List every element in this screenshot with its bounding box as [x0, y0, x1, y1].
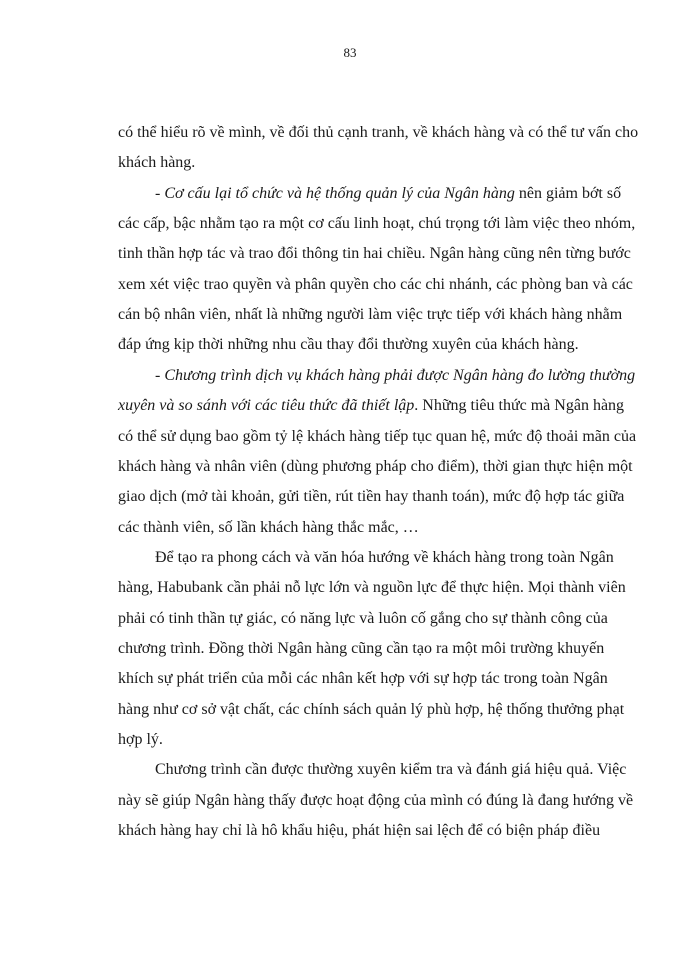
text-line: khích sự phát triển của mỗi các nhân kết hợp với sự hợp tác trong toàn Ngân — [118, 670, 608, 687]
text-run: nên giảm bớt số — [514, 185, 622, 202]
text-line: có thể hiểu rõ về mình, về đối thủ cạnh tranh, về khách hàng và có thể tư vấn cho — [118, 124, 639, 141]
text-line: tinh thần hợp tác và trao đổi thông tin hai chiều. Ngân hàng cũng nên từng bước — [118, 245, 631, 262]
text-line: phải có tinh thần tự giác, có năng lực và luôn cố gắng cho sự thành công của — [118, 610, 608, 627]
text-line: hàng, Habubank cần phải nỗ lực lớn và nguồn lực để thực hiện. Mọi thành viên — [118, 579, 626, 596]
text-line: xem xét việc trao quyền và phân quyền cho các chi nhánh, các phòng ban và các — [118, 276, 633, 293]
italic-heading: - Cơ cấu lại tổ chức và hệ thống quản lý của Ngân hàng — [155, 185, 515, 202]
text-line: giao dịch (mở tài khoản, gửi tiền, rút tiền hay thanh toán), mức độ hợp tác giữa — [118, 488, 625, 505]
text-line: - Chương trình dịch vụ khách hàng phải được Ngân hàng đo lường thường — [155, 367, 636, 384]
text-line: đáp ứng kịp thời những nhu cầu thay đổi thường xuyên của khách hàng. — [118, 336, 579, 353]
text-line: các cấp, bậc nhằm tạo ra một cơ cấu linh hoạt, chú trọng tới làm việc theo nhóm, — [118, 215, 636, 232]
text-line: hàng như cơ sở vật chất, các chính sách quản lý phù hợp, hệ thống thưởng phạt — [118, 701, 625, 718]
page-number: 83 — [343, 45, 357, 60]
text-line: Để tạo ra phong cách và văn hóa hướng về khách hàng trong toàn Ngân — [155, 549, 614, 566]
text-line: Chương trình cần được thường xuyên kiểm tra và đánh giá hiệu quả. Việc — [155, 761, 627, 778]
text-line: hợp lý. — [118, 731, 163, 748]
text-line: có thể sử dụng bao gồm tỷ lệ khách hàng tiếp tục quan hệ, mức độ thoải mãn của — [118, 428, 637, 445]
text-line: này sẽ giúp Ngân hàng thấy được hoạt động của mình có đúng là đang hướng về — [118, 792, 634, 809]
text-line: khách hàng hay chỉ là hô khẩu hiệu, phát hiện sai lệch để có biện pháp điều — [118, 822, 601, 839]
italic-heading: xuyên và so sánh với các tiêu thức đã thiết lập — [118, 397, 415, 414]
text-line: khách hàng. — [118, 154, 196, 171]
text-line: các thành viên, số lần khách hàng thắc mắc, … — [118, 519, 419, 536]
text-run: . Những tiêu thức mà Ngân hàng — [414, 397, 625, 414]
text-line: chương trình. Đồng thời Ngân hàng cũng cần tạo ra một môi trường khuyến — [118, 640, 605, 657]
text-line: cán bộ nhân viên, nhất là những người làm việc trực tiếp với khách hàng nhằm — [118, 306, 623, 323]
text-line — [118, 396, 625, 416]
text-line: khách hàng và nhân viên (dùng phương pháp cho điểm), thời gian thực hiện một — [118, 458, 633, 475]
text-line — [155, 184, 622, 204]
